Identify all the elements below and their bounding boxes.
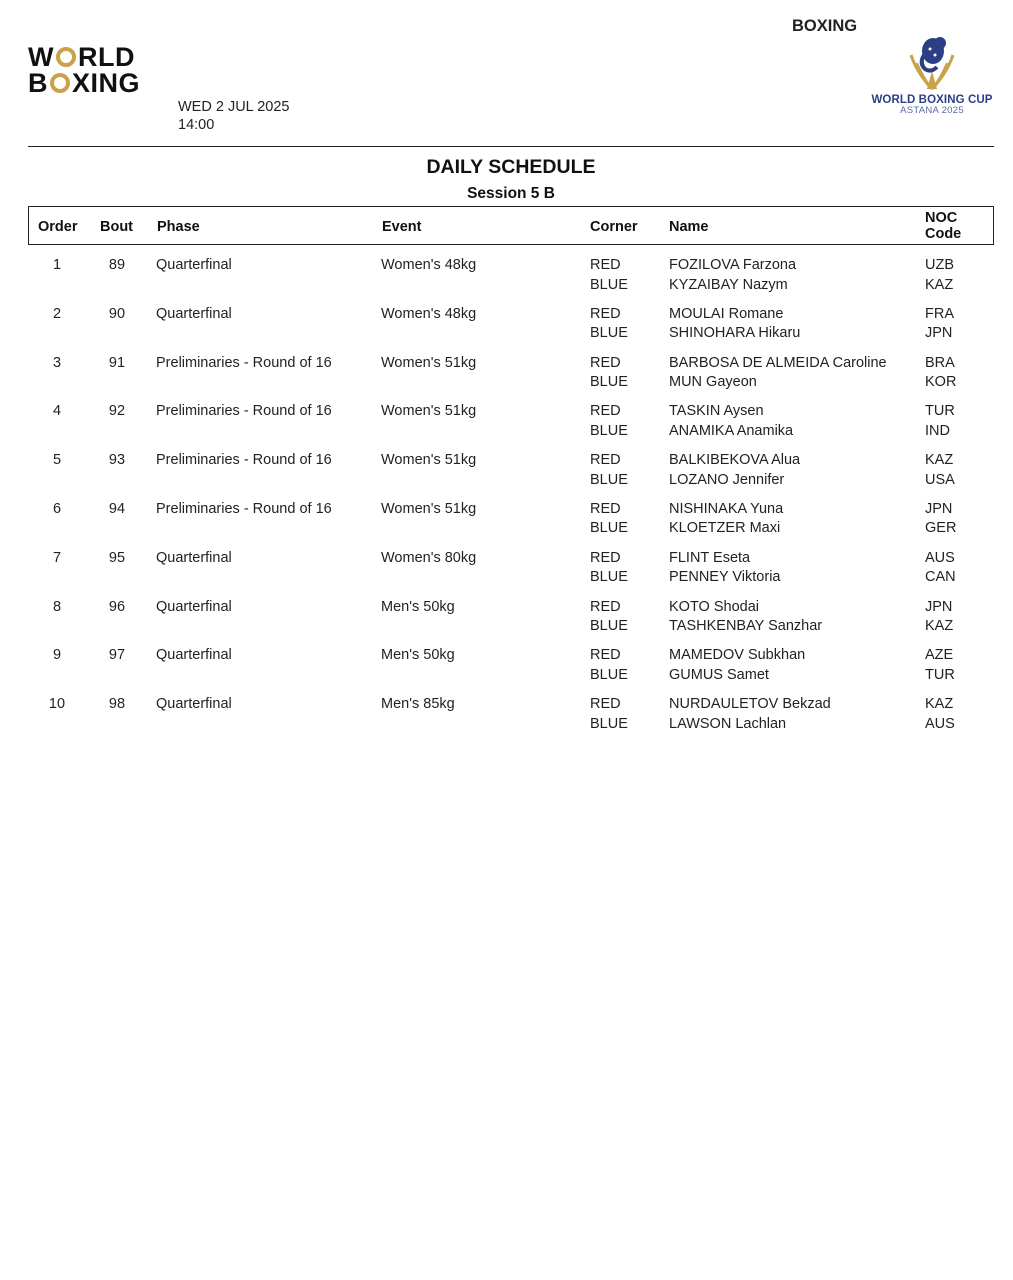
red-corner-label: RED bbox=[590, 598, 621, 615]
schedule-table-body bbox=[0, 256, 1013, 744]
blue-corner-label: BLUE bbox=[590, 569, 628, 586]
bout-event: Women's 48kg bbox=[381, 257, 477, 273]
bout-number: 93 bbox=[108, 452, 126, 469]
bout-order: 3 bbox=[52, 354, 62, 371]
bout-phase: Quarterfinal bbox=[156, 647, 232, 664]
world-boxing-logo bbox=[28, 44, 188, 98]
bout-phase: Preliminaries - Round of 16 bbox=[156, 500, 332, 517]
blue-boxer-name: MUN Gayeon bbox=[669, 374, 757, 391]
red-corner-label: RED bbox=[590, 500, 621, 517]
table-row bbox=[0, 354, 1013, 403]
bout-event: Women's 51kg bbox=[381, 452, 477, 469]
table-row bbox=[0, 305, 1013, 354]
blue-boxer-name: KYZAIBAY Nazym bbox=[669, 276, 788, 293]
table-row bbox=[0, 451, 1013, 500]
table-row bbox=[0, 549, 1013, 598]
blue-corner-label: BLUE bbox=[590, 618, 628, 635]
blue-noc-code: IND bbox=[925, 422, 950, 439]
bout-number: 91 bbox=[108, 354, 126, 371]
bout-number: 92 bbox=[108, 403, 126, 420]
red-corner-label: RED bbox=[590, 549, 621, 566]
red-corner-label: RED bbox=[590, 354, 621, 371]
red-noc-code: KAZ bbox=[925, 696, 954, 713]
session-time: 14:00 bbox=[178, 117, 215, 133]
blue-corner-label: BLUE bbox=[590, 520, 628, 537]
bout-event: Men's 85kg bbox=[381, 696, 455, 713]
bout-event: Women's 51kg bbox=[381, 403, 477, 420]
red-noc-code: FRA bbox=[925, 305, 954, 322]
blue-noc-code: TUR bbox=[925, 666, 955, 683]
red-corner-label: RED bbox=[590, 647, 621, 664]
table-header bbox=[28, 206, 994, 245]
red-corner-label: RED bbox=[590, 305, 621, 322]
red-noc-code: BRA bbox=[925, 354, 955, 371]
red-noc-code: JPN bbox=[925, 500, 953, 517]
header-divider bbox=[28, 146, 994, 147]
bout-event: Women's 51kg bbox=[381, 354, 477, 371]
red-boxer-name: TASKIN Aysen bbox=[669, 403, 764, 420]
bout-number: 98 bbox=[108, 696, 126, 713]
table-row bbox=[0, 256, 1013, 305]
sport-label: BOXING bbox=[792, 17, 858, 35]
bout-number: 94 bbox=[108, 500, 126, 517]
bout-event: Women's 51kg bbox=[381, 500, 477, 517]
column-header-noc bbox=[925, 210, 961, 242]
blue-noc-code: GER bbox=[925, 520, 957, 537]
bout-number: 97 bbox=[108, 647, 126, 664]
bout-phase: Quarterfinal bbox=[156, 305, 232, 322]
page-title: DAILY SCHEDULE bbox=[426, 156, 596, 178]
red-boxer-name: NURDAULETOV Bekzad bbox=[669, 696, 831, 713]
table-row bbox=[0, 500, 1013, 549]
logo-ring-icon bbox=[56, 47, 76, 67]
red-noc-code: AUS bbox=[925, 549, 955, 566]
blue-noc-code: USA bbox=[925, 471, 955, 488]
bout-event: Men's 50kg bbox=[381, 647, 455, 664]
blue-corner-label: BLUE bbox=[590, 666, 628, 683]
session-subtitle: Session 5 B bbox=[467, 185, 555, 202]
logo-letter-b: B bbox=[28, 68, 48, 98]
event-logo-title: WORLD BOXING CUP bbox=[871, 94, 993, 106]
blue-boxer-name: ANAMIKA Anamika bbox=[669, 422, 794, 439]
bout-number: 95 bbox=[108, 549, 126, 566]
table-row bbox=[0, 402, 1013, 451]
bout-phase: Preliminaries - Round of 16 bbox=[156, 452, 332, 469]
bout-number: 90 bbox=[108, 305, 126, 322]
blue-noc-code: JPN bbox=[925, 325, 953, 342]
blue-boxer-name: KLOETZER Maxi bbox=[669, 520, 781, 537]
logo-line-boxing bbox=[28, 70, 188, 96]
blue-noc-code: KAZ bbox=[925, 276, 954, 293]
bout-event: Women's 80kg bbox=[381, 549, 477, 566]
bout-number: 89 bbox=[108, 257, 126, 273]
bout-phase: Quarterfinal bbox=[156, 549, 232, 566]
blue-boxer-name: TASHKENBAY Sanzhar bbox=[669, 618, 823, 635]
bout-phase: Preliminaries - Round of 16 bbox=[156, 354, 332, 371]
leopard-emblem-icon bbox=[897, 33, 967, 93]
red-boxer-name: BARBOSA DE ALMEIDA Caroline bbox=[669, 354, 887, 371]
bout-number: 96 bbox=[108, 598, 126, 615]
blue-corner-label: BLUE bbox=[590, 325, 628, 342]
blue-corner-label: BLUE bbox=[590, 715, 628, 732]
bout-phase: Quarterfinal bbox=[156, 257, 232, 273]
column-header-bout: Bout bbox=[100, 219, 134, 235]
blue-noc-code: AUS bbox=[925, 715, 955, 732]
blue-noc-code: KOR bbox=[925, 374, 957, 391]
session-date: WED 2 JUL 2025 bbox=[178, 99, 290, 115]
column-header-noc-line1: NOC bbox=[925, 210, 958, 226]
bout-order: 9 bbox=[52, 647, 62, 664]
logo-ring-icon bbox=[50, 73, 70, 93]
blue-noc-code: KAZ bbox=[925, 618, 954, 635]
red-noc-code: KAZ bbox=[925, 452, 954, 469]
logo-line-world bbox=[28, 44, 188, 70]
red-noc-code: TUR bbox=[925, 403, 955, 420]
red-noc-code: JPN bbox=[925, 598, 953, 615]
table-row bbox=[0, 695, 1013, 744]
red-noc-code: UZB bbox=[925, 257, 954, 273]
blue-boxer-name: GUMUS Samet bbox=[669, 666, 769, 683]
bout-event: Men's 50kg bbox=[381, 598, 455, 615]
bout-order: 7 bbox=[52, 549, 62, 566]
red-corner-label: RED bbox=[590, 452, 621, 469]
world-boxing-cup-logo bbox=[868, 33, 996, 117]
bout-event: Women's 48kg bbox=[381, 305, 477, 322]
bout-order: 8 bbox=[52, 598, 62, 615]
red-boxer-name: BALKIBEKOVA Alua bbox=[669, 452, 801, 469]
column-header-event: Event bbox=[382, 219, 422, 235]
logo-letters-xing: XING bbox=[72, 68, 141, 98]
bout-order: 4 bbox=[52, 403, 62, 420]
bout-order: 1 bbox=[52, 257, 62, 273]
table-row bbox=[0, 646, 1013, 695]
logo-letters-rld: RLD bbox=[77, 42, 135, 72]
column-header-phase: Phase bbox=[157, 219, 200, 235]
red-boxer-name: KOTO Shodai bbox=[669, 598, 760, 615]
bout-phase: Quarterfinal bbox=[156, 696, 232, 713]
column-header-noc-line2: Code bbox=[925, 226, 962, 242]
red-boxer-name: MOULAI Romane bbox=[669, 305, 784, 322]
blue-corner-label: BLUE bbox=[590, 471, 628, 488]
red-boxer-name: FOZILOVA Farzona bbox=[669, 257, 797, 273]
blue-corner-label: BLUE bbox=[590, 422, 628, 439]
column-header-name: Name bbox=[669, 219, 709, 235]
blue-corner-label: BLUE bbox=[590, 276, 628, 293]
event-logo-subtitle: ASTANA 2025 bbox=[900, 105, 964, 116]
blue-boxer-name: LOZANO Jennifer bbox=[669, 471, 785, 488]
date-time-block bbox=[178, 98, 289, 134]
red-boxer-name: FLINT Eseta bbox=[669, 549, 751, 566]
red-noc-code: AZE bbox=[925, 647, 954, 664]
blue-noc-code: CAN bbox=[925, 569, 956, 586]
table-row bbox=[0, 598, 1013, 647]
column-header-order: Order bbox=[38, 219, 78, 235]
bout-order: 10 bbox=[48, 696, 66, 713]
logo-letter-w: W bbox=[28, 42, 54, 72]
column-header-corner: Corner bbox=[590, 219, 638, 235]
blue-boxer-name: LAWSON Lachlan bbox=[669, 715, 787, 732]
blue-boxer-name: PENNEY Viktoria bbox=[669, 569, 781, 586]
bout-phase: Quarterfinal bbox=[156, 598, 232, 615]
bout-order: 2 bbox=[52, 305, 62, 322]
red-corner-label: RED bbox=[590, 257, 621, 273]
blue-boxer-name: SHINOHARA Hikaru bbox=[669, 325, 801, 342]
red-corner-label: RED bbox=[590, 696, 621, 713]
blue-corner-label: BLUE bbox=[590, 374, 628, 391]
red-boxer-name: NISHINAKA Yuna bbox=[669, 500, 784, 517]
red-boxer-name: MAMEDOV Subkhan bbox=[669, 647, 806, 664]
red-corner-label: RED bbox=[590, 403, 621, 420]
bout-order: 6 bbox=[52, 500, 62, 517]
bout-phase: Preliminaries - Round of 16 bbox=[156, 403, 332, 420]
bout-order: 5 bbox=[52, 452, 62, 469]
